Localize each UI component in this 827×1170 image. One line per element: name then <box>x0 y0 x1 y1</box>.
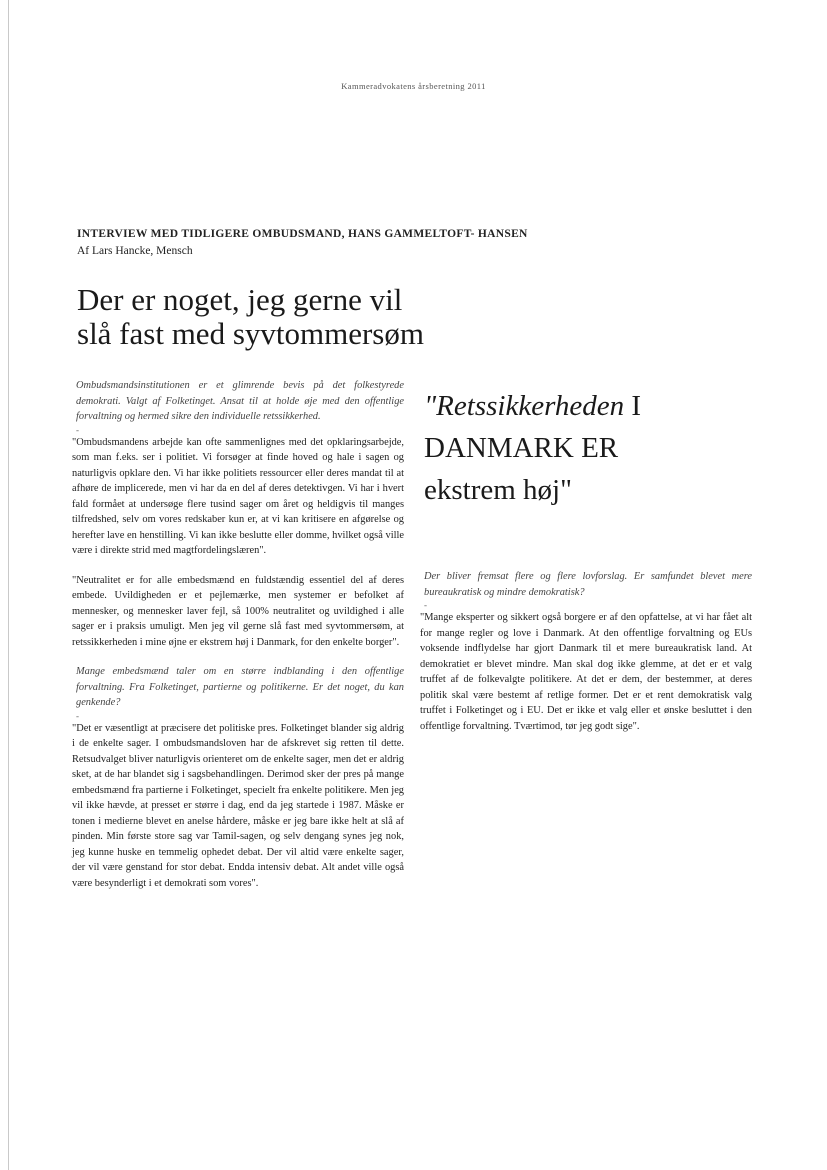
separator-dash: - <box>424 600 427 610</box>
question-2: Der bliver fremsat flere og flere lovforslag. Er samfundet blevet mere bureaukratisk og mindre demokratisk? <box>424 571 752 598</box>
article-headline <box>77 283 497 351</box>
article-kicker: INTERVIEW MED TIDLIGERE OMBUDSMAND, HANS GAMMELTOFT- HANSEN <box>77 228 528 240</box>
answer-paragraph-2: "Neutralitet er for alle embedsmænd en fuldstændig essentiel del af deres embede. Uvildigheden er et pejlemærke, men systemer er befolket af mennesker, og mennesker laver fejl, så 100% neutralitet og uvildighed i alle sager er i praksis umuligt. Men jeg vil gerne slå fast med syvtommersøm, at retssikkerheden i mine øjne er ekstrem høj i Danmark, for den enkelte borger". <box>72 574 404 648</box>
article-lead: Ombudsmandsinstitutionen er et glimrende bevis på det folkestyrede demokrati. Valgt af Folketinget. Ansat til at holde øje med den offentlige forvaltning og hermed sikre den individuelle retssikkerhed. <box>76 380 404 422</box>
pull-quote-part-3: ekstrem høj" <box>424 474 572 506</box>
pull-quote-part-1: "Retssikkerheden <box>424 390 625 422</box>
pull-quote <box>424 385 752 511</box>
question-1: Mange embedsmænd taler om en større indblanding i den offentlige forvaltning. Fra Folketinget, partierne og politikerne. Er det noget, du kan genkende? <box>76 666 404 708</box>
separator-dash: - <box>76 710 79 721</box>
left-column <box>72 378 404 891</box>
scan-edge-line <box>8 0 9 1170</box>
right-column <box>420 385 752 734</box>
pull-quote-part-2: I DANMARK ER <box>424 390 641 464</box>
answer-paragraph-1: "Ombudsmandens arbejde kan ofte sammenlignes med det opklaringsarbejde, som man f.eks. ser i politiet. Vi forsøger at finde hoved og hale i sagen og naturligvis opklare den. Vi har ikke politiets ressourcer eller deres mandat til at afhøre de implicerede, men vi har da en del af deres detektivgen. Vi har i hvert fald formået at undersøge flere tusind sager om året og heldigvis til manges tilfredshed, selv om vores redskaber kun er, at vi kan kritisere en afgørelse og herefter lave en henstilling. Vi kan ikke beslutte eller domme, hvilket også ville være i direkte strid med magtfordelingslæren". <box>72 436 404 556</box>
separator-dash: - <box>76 424 79 435</box>
article-byline: Af Lars Hancke, Mensch <box>77 245 193 257</box>
headline-line-1: Der er noget, jeg gerne vil <box>77 282 403 317</box>
answer-paragraph-4: "Mange eksperter og sikkert også borgere er af den opfattelse, at vi har fået alt for mange regler og love i Danmark. At den offentlige forvaltning og EUs voksende indflydelse har gjort Danmark til et mere bureaukratisk land. At demokratiet er blevet mindre. Man skal dog ikke glemme, at det er et valg truffet af de folkevalgte politikere. At det er dem, der bestemmer, at deres politik skal være bestemt af retlige former. Det er et rent demokratisk valg truffet i Folketinget og i EU. Det er ikke et valg eller et ønske besluttet i den offentlige forvaltning. Tværtimod, tør jeg godt sige". <box>420 612 752 732</box>
headline-line-2: slå fast med syvtommersøm <box>77 316 424 351</box>
running-header: Kammeradvokatens årsberetning 2011 <box>341 81 486 91</box>
answer-paragraph-3: "Det er væsentligt at præcisere det politiske pres. Folketinget blander sig aldrig i de enkelte sager. I ombudsmandsloven har de afskrevet sig retten til dette. Retsudvalget bliver naturligvis orienteret om de enkelte sager, men det er aldrig sket, at de har blandet sig i sagsbehandlingen. Derimod sker der pres på mange embedsmænd fra partierne i Folketinget, specielt fra enkelte politikere. Men jeg vil ikke hævde, at presset er større i dag, end da jeg startede i 1987. Måske er tonen i medierne blevet en anelse hårdere, måske er jeg bare ikke helt at slå af pinden. Min første store sag var Tamil-sagen, og selv dengang synes jeg nok, jeg kunne huske en temmelig ophedet debat. Der vil altid være enkelte sager, der vil være genstand for stor debat. Endda intensiv debat. Alt andet ville også være besynderligt i et demokrati som vores". <box>72 722 404 889</box>
